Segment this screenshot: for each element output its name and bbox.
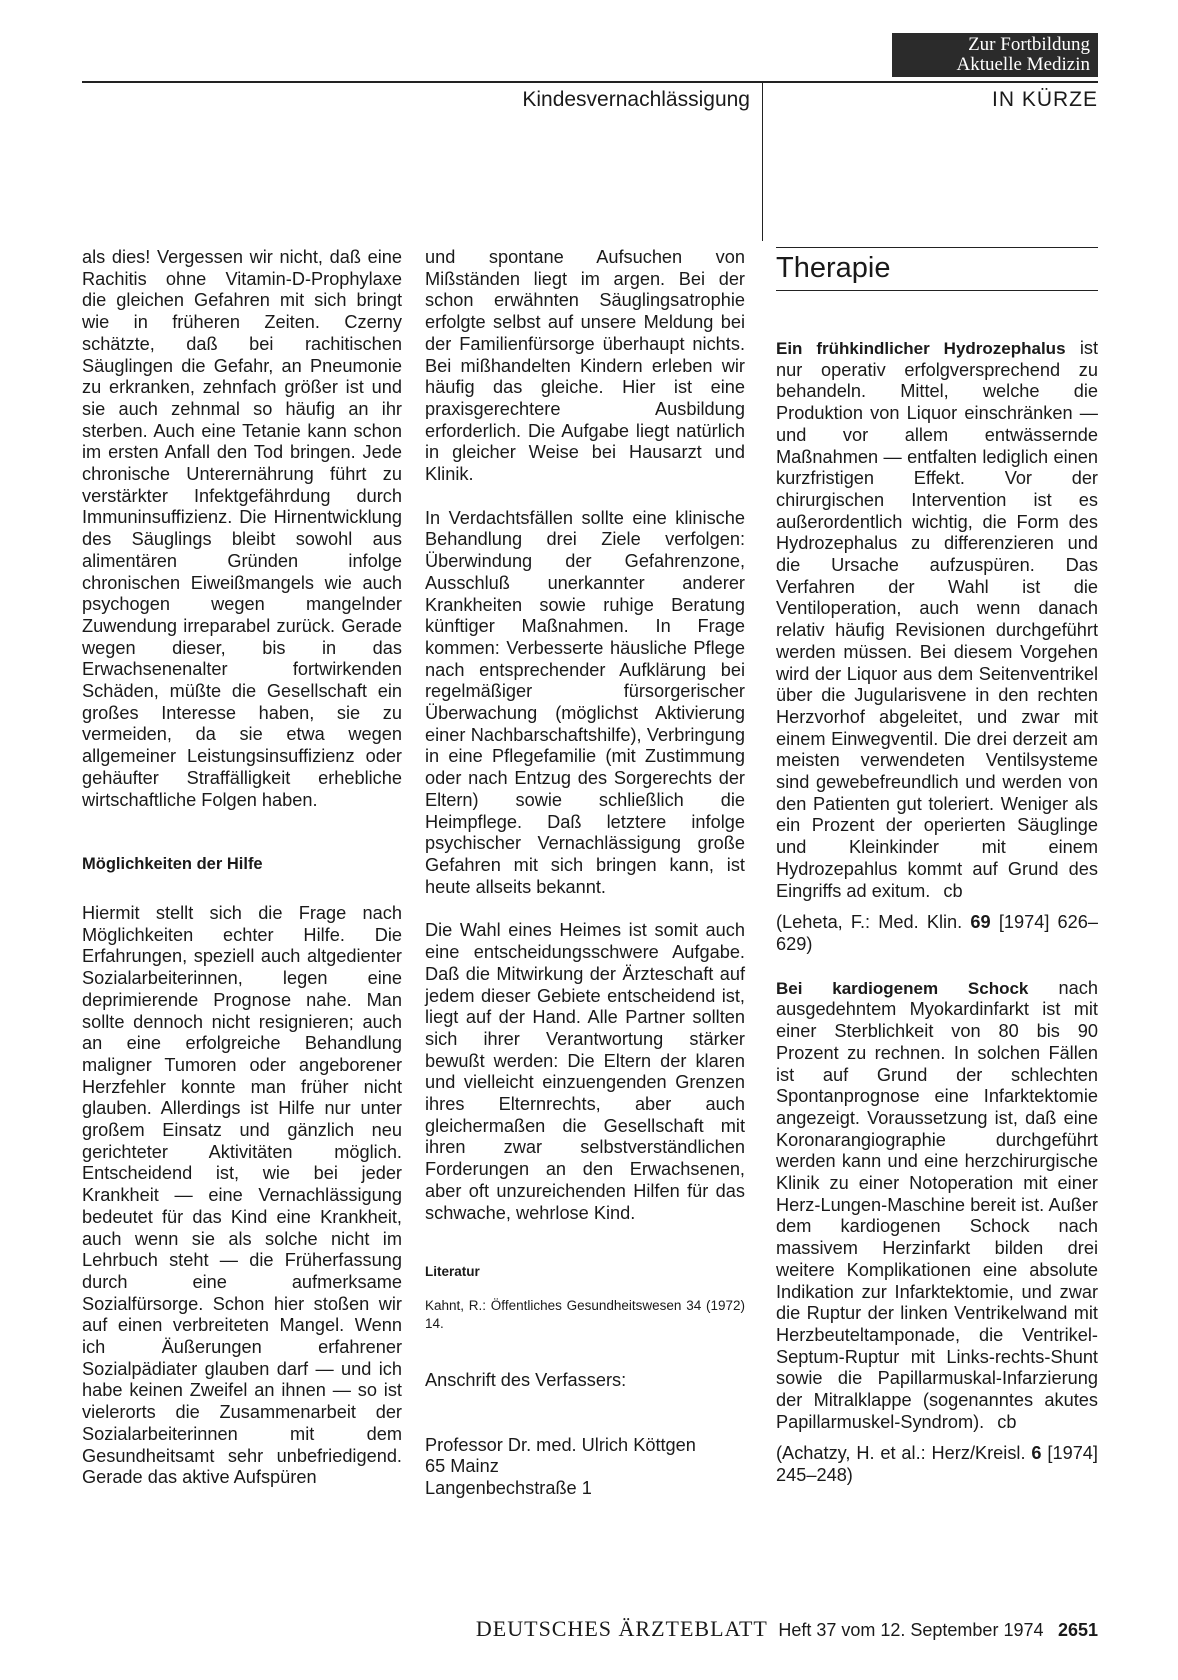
subheading: Möglichkeiten der Hilfe — [82, 855, 263, 874]
brief-body: ist nur operativ erfolgversprechend zu behandeln. Mittel, welche die Produktion von Liquor einschränken — und vor allem entwässernde Maßnahmen — entfalten lediglich einen kurzfristigen Effekt. Vor der chirurgischen Intervention ist es außerordentlich wichtig, die Form des Hydrozephalus zu differenzieren und die Ursache aufzuspüren. Das Verfahren der Wahl ist die Ventiloperation, auch wenn danach relativ häufig Revisionen durchgeführt werden müssen. Bei diesem Vorgehen wird der Liquor aus dem Seitenventrikel über die Jugularisvene in den rechten Herzvorhof abgeleitet, und zwar mit einem Einwegventil. Die drei derzeit am meisten verwendeten Ventilsysteme sind gewebefreundlich und werden von den Patienten gut toleriert. Weniger als ein Prozent der operierten Säuglinge und Kleinkinder mit einem Hydrozepahlus kommt auf Grund des Eingriffs ad exitum. — [776, 338, 1098, 901]
therapy-heading: Therapie — [776, 252, 891, 284]
literature-heading: Literatur — [425, 1264, 480, 1280]
masthead: DEUTSCHES ÄRZTEBLATT — [475, 1616, 768, 1641]
body-paragraph: als dies! Vergessen wir nicht, daß eine Rachitis ohne Vitamin-D-Prophylaxe die gleichen Gefahren mit sich bringt wie in früheren Zeiten. Czerny schätzte, daß bei rachitischen Säuglingen die Gefahr, an Pneumonie zu erkranken, zehnfach größer ist und sie auch zehnmal so häufig an ihr sterben. Auch eine Tetanie kann schon im ersten Anfall den Tod bringen. Jede chronische Unterernährung führt zu verstärkter Infektgefährdung durch Immuninsuffizienz. Die Hirnentwicklung des Säuglings bleibt sowohl aus alimentären Gründen infolge chronischen Eiweißmangels wie auch psychogen wegen mangelnder Zuwendung irreparabel zurück. Gerade wegen dieser, bis in das Erwachsenenalter fortwirkenden Schäden, müßte die Gesellschaft ein großes Interesse haben, sie zu vermeiden, da sie etwa wegen allgemeiner Leistungsinsuffizienz oder gehäufter Straffälligkeit erhebliche wirtschaftliche Folgen haben. — [82, 247, 402, 810]
literature-reference: Kahnt, R.: Öffentliches Gesundheitswesen 34 (1972) 14. — [425, 1297, 745, 1331]
author-sign: cb — [997, 1411, 1017, 1432]
issue-info: Heft 37 vom 12. September 1974 — [778, 1620, 1044, 1640]
brief-reference — [776, 1443, 1098, 1486]
body-paragraph: Hiermit stellt sich die Frage nach Möglichkeiten echter Hilfe. Die Erfahrungen, speziell auch altgedienter Sozialarbeiterinnen, legen eine deprimierende Prognose nahe. Man sollte dennoch nicht resignieren; auch an eine erfolgreiche Behandlung maligner Tumoren oder angeborener Herzfehler konnte man früher nicht glauben. Allerdings ist Hilfe nur unter großem Einsatz und gänzlich neu gerichteter Aktivitäten möglich. Entscheidend ist, wie bei jeder Krankheit — eine Vernachlässigung bedeutet für das Kind eine Krankheit, auch wenn sie als solche nicht im Lehrbuch steht — die Früherfassung durch eine aufmerksame Sozialfürsorge. Schon hier stoßen wir auf einen verbreiteten Mangel. Wenn ich Äußerungen erfahrener Sozialpädiater glauben darf — und ich habe keinen Zweifel an ihnen — so ist vielerorts die Zusammenarbeit der Sozialarbeiterinnen mit dem Gesundheitsamt sehr unbefriedigend. Gerade das aktive Aufspüren — [82, 902, 402, 1488]
brief-reference — [776, 912, 1098, 955]
brief-lead: Ein frühkindlicher Hydrozephalus — [776, 339, 1066, 358]
reference-pages: [1974] 626–629) — [776, 912, 1098, 954]
column-title: IN KÜRZE — [991, 88, 1098, 111]
section-label — [892, 33, 1098, 77]
therapy-rule-bottom — [776, 290, 1098, 291]
brief-item — [776, 338, 1098, 902]
header-divider — [762, 81, 763, 241]
section-label-line1: Zur Fortbildung — [968, 34, 1090, 55]
body-paragraph: und spontane Aufsuchen von Mißständen liegt im argen. Bei der schon erwähnten Säuglingsatrophie erfolgte selbst auf unsere Meldung bei der Familienfürsorge überhaupt nichts. Bei mißhandelten Kindern erleben wir häufig das gleiche. Hier ist eine praxisgerechtere Ausbildung erforderlich. Die Aufgabe liegt natürlich in gleicher Weise bei Hausarzt und Klinik. — [425, 247, 745, 485]
reference-volume: 6 — [1031, 1443, 1042, 1464]
page-number: 2651 — [1057, 1620, 1098, 1640]
therapy-rule-top — [776, 247, 1098, 248]
reference-source: (Achatzy, H. et al.: Herz/Kreisl. — [776, 1443, 1026, 1464]
author-city: 65 Mainz — [425, 1456, 499, 1477]
reference-pages: [1974] 245–248) — [776, 1443, 1098, 1486]
page-footer — [82, 1616, 1098, 1642]
body-paragraph: Die Wahl eines Heimes ist somit auch eine entscheidungsschwere Aufgabe. Daß die Mitwirkung der Ärzteschaft auf jedem dieser Gebiete entscheidend ist, liegt auf der Hand. Alle Partner sollten sich ihrer Verantwortung stärker bewußt werden: Die Eltern der klaren und vielleicht einzuengenden Grenzen ihres Elternrechts, aber auch gleichermaßen die Gesellschaft mit ihren zwar selbstverständlichen Forderungen an den Erwachsenen, aber oft unzureichenden Hilfen für das schwache, wehrlose Kind. — [425, 920, 745, 1223]
column-2 — [425, 247, 745, 1500]
brief-lead: Bei kardiogenem Schock — [776, 978, 1029, 998]
reference-source: (Leheta, F.: Med. Klin. — [776, 912, 963, 933]
author-street: Langenbechstraße 1 — [425, 1478, 592, 1499]
header-rule — [82, 81, 1098, 83]
column-3 — [776, 338, 1098, 1487]
body-paragraph: In Verdachtsfällen sollte eine klinische Behandlung drei Ziele verfolgen: Überwindung der Gefahrenzone, Ausschluß unerkannter anderer Krankheiten sowie ruhige Beratung künftiger Maßnahmen. In Frage kommen: Verbesserte häusliche Pflege nach entsprechender Aufklärung bei regelmäßiger fürsorgerischer Überwachung (möglichst Aktivierung einer Nachbarschaftshilfe), Verbringung in eine Pflegefamilie (mit Zustimmung oder nach Entzug des Sorgerechts der Eltern) sowie schließlich die Heimpflege. Daß letztere infolge psychischer Vernachlässigung große Gefahren mit sich bringen kann, ist heute allseits bekannt. — [425, 507, 745, 897]
author-name: Professor Dr. med. Ulrich Köttgen — [425, 1434, 696, 1455]
section-label-line2: Aktuelle Medizin — [956, 54, 1090, 75]
article-topic: Kindesvernachlässigung — [522, 88, 750, 111]
reference-volume: 69 — [970, 912, 991, 933]
brief-body: nach ausgedehntem Myokardinfarkt ist mit einer Sterblichkeit von 80 bis 90 Prozent zu rechnen. In solchen Fällen ist auf Grund der schlechten Spontanprognose eine Infarktektomie angezeigt. Voraussetzung ist, daß eine Koronarangiographie durchgeführt werden kann und eine herzchirurgische Klinik zu einer Notoperation mit einer Herz-Lungen-Maschine bereit ist. Außer dem kardiogenen Schock nach massivem Herzinfarkt bilden drei weitere Komplikationen eine absolute Indikation zur Infarktektomie, und zwar die Ruptur der linken Ventrikelwand mit Herzbeuteltamponade, die Ventrikel-Septum-Ruptur mit Links-rechts-Shunt sowie die Papillarmuskal-Infarzierung der Mitralklappe (sogenanntes akutes Papillarmuskel-Syndrom). — [776, 977, 1098, 1432]
brief-item — [776, 978, 1098, 1434]
author-sign: cb — [943, 880, 963, 901]
column-1 — [82, 247, 402, 1489]
address-label: Anschrift des Verfassers: — [425, 1369, 627, 1390]
